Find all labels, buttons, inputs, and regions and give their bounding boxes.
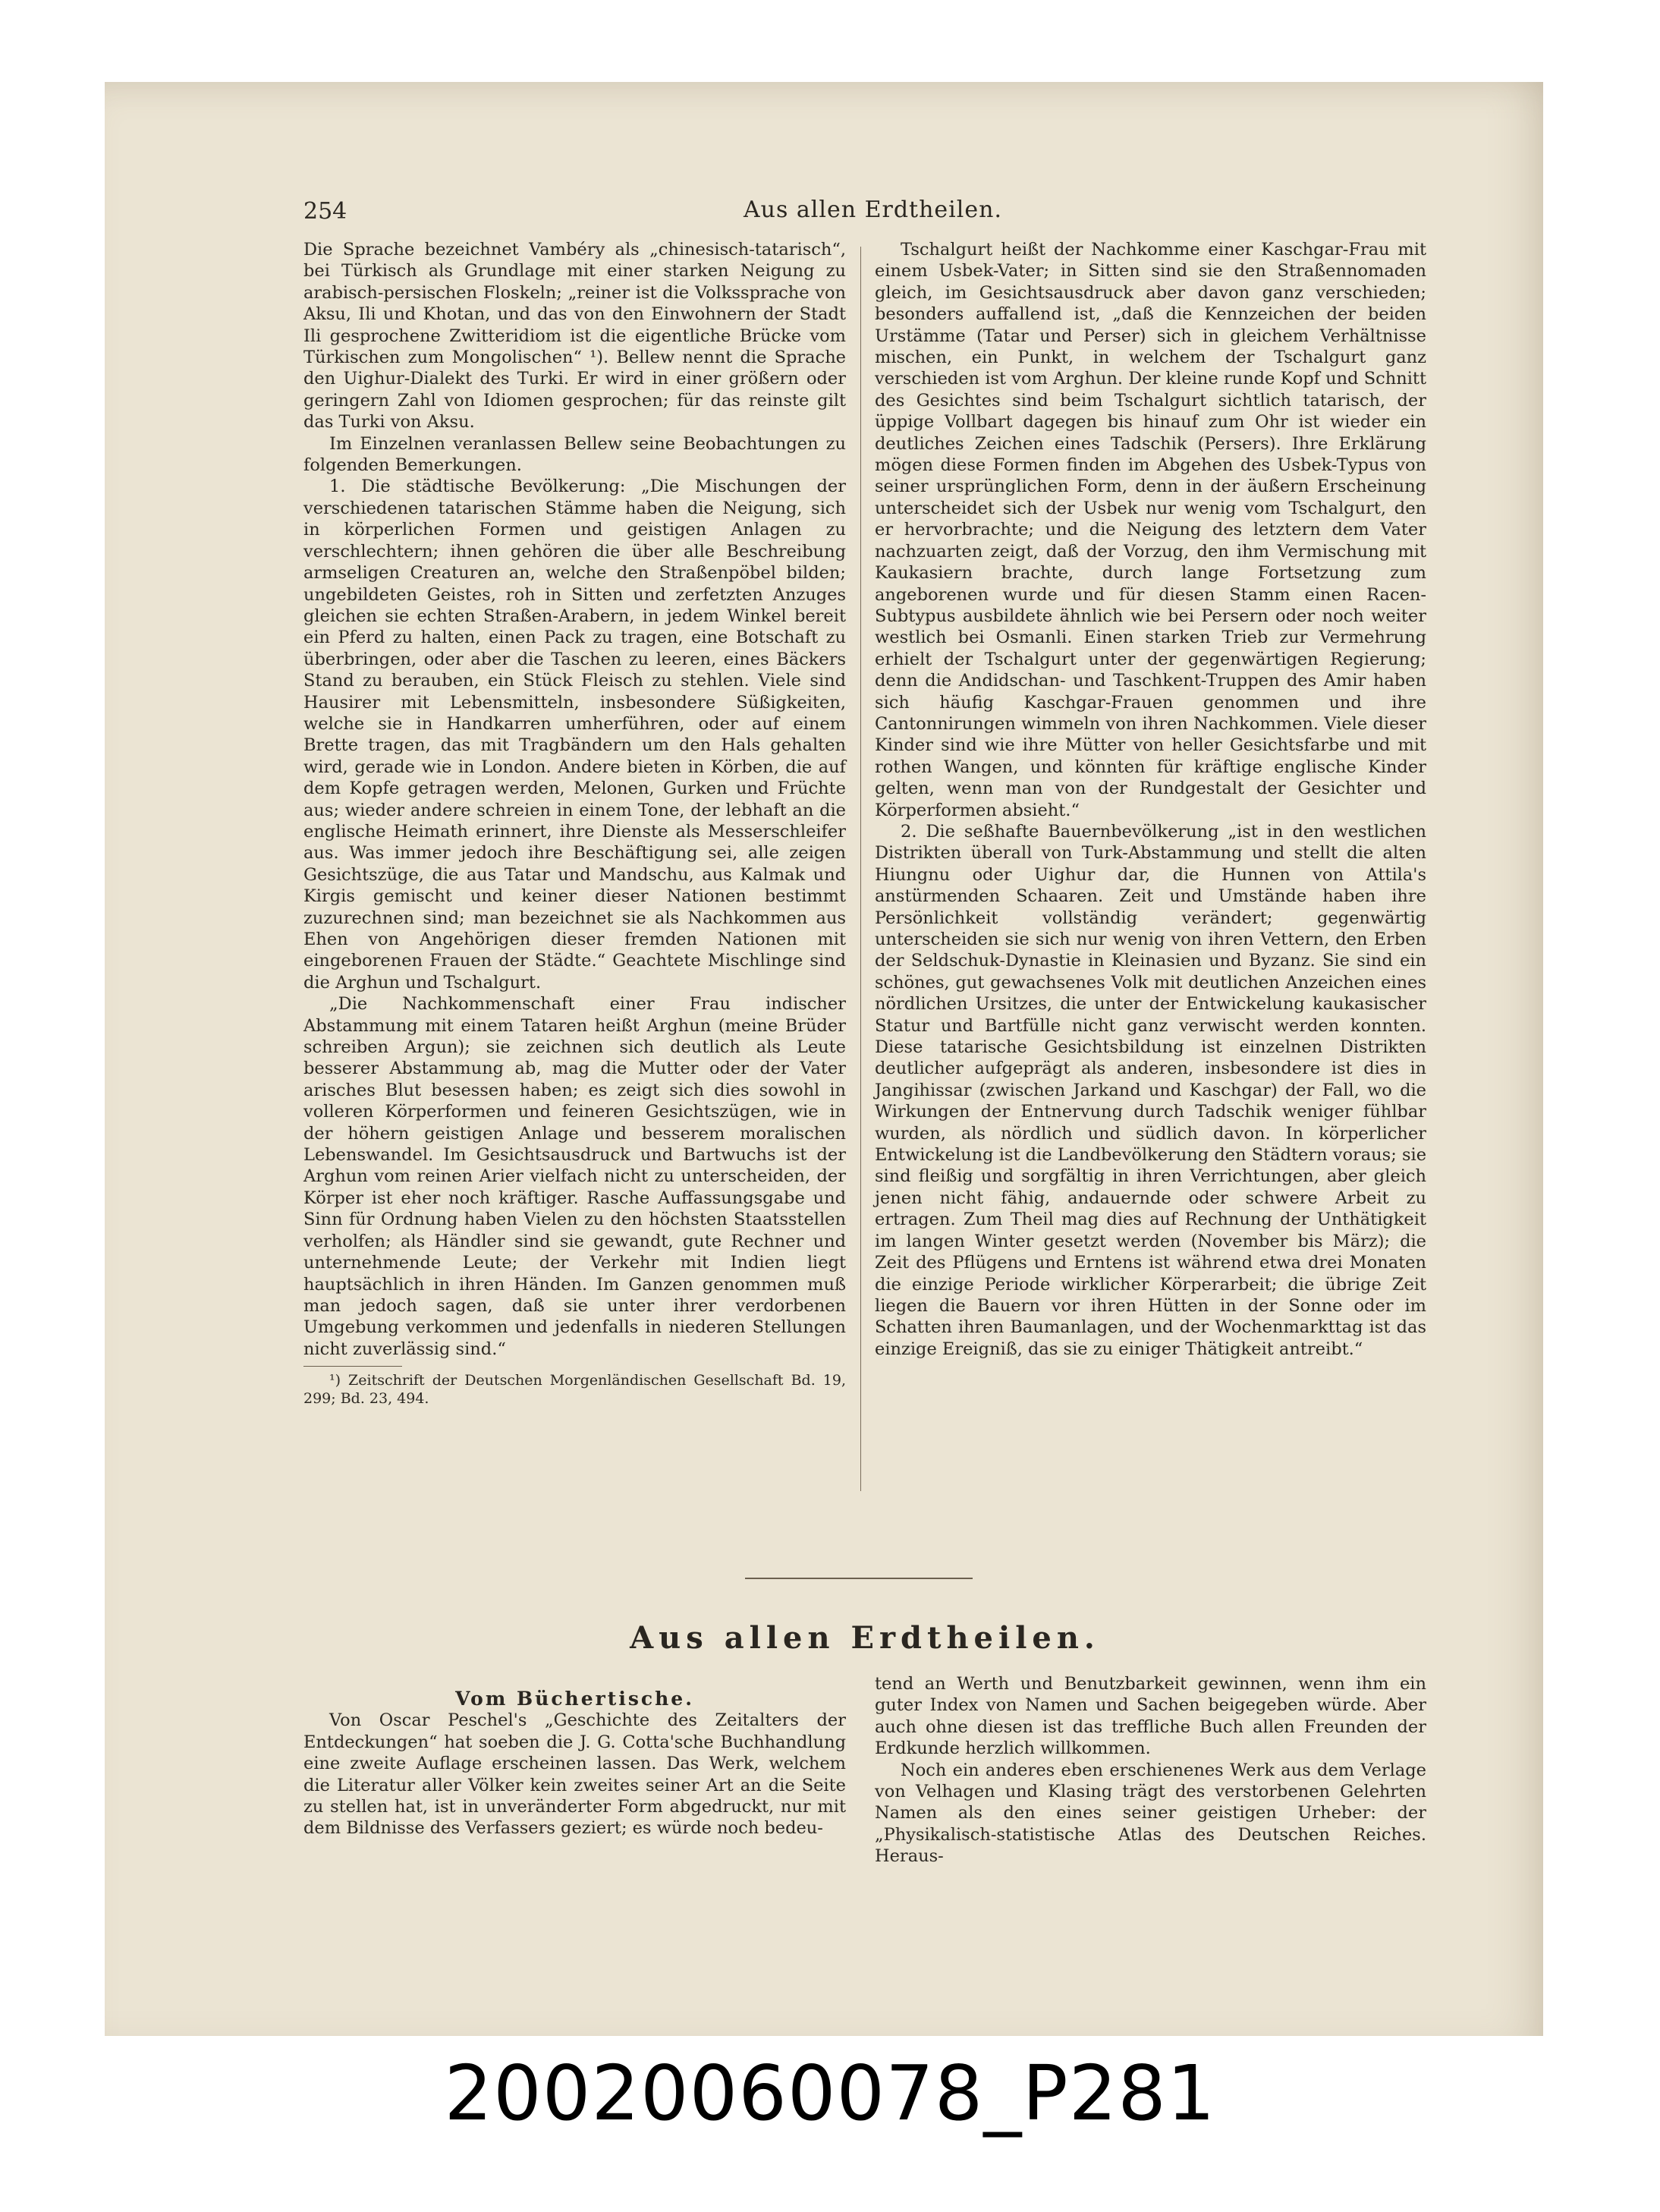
running-head — [303, 194, 1426, 231]
left-column — [303, 239, 846, 1408]
right-column — [875, 239, 1426, 1360]
section-title: Aus allen Erdtheilen. — [630, 1620, 1100, 1656]
paragraph: 1. Die städtische Bevölkerung: „Die Mischungen der verschiedenen tatarischen Stämme haben die Neigung, sich in körperlichen Formen und geistigen Anlagen zu verschlechtern; ihnen gehören die über alle Beschreibung armseligen Creaturen an, welche den Straßenpöbel bilden; ungebildeten Geistes, roh in Sitten und zerfetzten Anzuges gleichen sie echten Straßen-Arabern, in jedem Winkel bereit ein Pferd zu halten, einen Pack zu tragen, eine Botschaft zu überbringen, oder aber die Taschen zu leeren, eines Bäckers Stand zu berauben, ein Stück Fleisch zu stehlen. Viele sind Hausirer mit Lebensmitteln, insbesondere Süßigkeiten, welche sie in Handkarren umherführen, oder auf einem Brette tragen, das mit Tragbändern um den Hals gehalten wird, gerade wie in London. Andere bieten in Körben, die auf dem Kopfe getragen werden, Melonen, Gurken und Früchte aus; wieder andere schreien in einem Tone, der lebhaft an die englische Heimath erinnert, ihre Dienste als Messerschleifer aus. Was immer jedoch ihre Beschäftigung sei, alle zeigen Gesichtszüge, die aus Tatar und Mandschu, aus Kalmak und Kirgis gemischt und keiner dieser Nationen bestimmt zuzurechnen sind; man bezeichnet sie als Nachkommen aus Ehen von Angehörigen dieser fremden Nationen mit eingeborenen Frauen der Städte.“ Geachtete Mischlinge sind die Arghun und Tschalgurt. — [303, 477, 846, 993]
section-left-column — [303, 1688, 846, 1839]
page-number: 254 — [303, 198, 347, 225]
paragraph: tend an Werth und Benutzbarkeit gewinnen, wenn ihm ein guter Index von Namen und Sachen beigegeben würde. Aber auch ohne diesen ist das treffliche Buch allen Freunden der Erdkunde herzlich willkommen. — [875, 1674, 1426, 1759]
sub-heading: Vom Büchertische. — [455, 1688, 694, 1710]
running-title: Aus allen Erdtheilen. — [744, 197, 1002, 223]
paragraph: „Die Nachkommenschaft einer Frau indischer Abstammung mit einem Tataren heißt Arghun (meine Brüder schreiben Argun); sie zeichnen sich deutlich als Leute besserer Abstammung ab, mag die Mutter oder der Vater arisches Blut besessen haben; es zeigt sich dies sowohl in volleren Körperformen und feineren Gesichtszügen, wie in der höhern geistigen Anlage und besserem moralischen Lebenswandel. Im Gesichtsausdruck und Bartwuchs ist der Arghun vom reinen Arier vielfach nicht zu unterscheiden, der Körper ist eher noch kräftiger. Rasche Auffassungsgabe und Sinn für Ordnung haben Vielen zu den höchsten Staatsstellen verholfen; als Händler sind sie gewandt, gute Rechner und unternehmende Leute; der Verkehr mit Indien liegt hauptsächlich in ihren Händen. Im Ganzen genommen muß man jedoch sagen, daß sie unter ihrer verdorbenen Umgebung verkommen und jedenfalls in niederen Stellungen nicht zuverlässig sind.“ — [303, 994, 846, 1359]
paragraph: Die Sprache bezeichnet Vambéry als „chinesisch-tatarisch“, bei Türkisch als Grundlage mit einer starken Neigung zu arabisch-persischen Floskeln; „reiner ist die Volkssprache von Aksu, Ili und Khotan, und das von den Einwohnern der Stadt Ili gesprochene Zwitteridiom ist die eigentliche Brücke vom Türkischen zum Mongolischen“ ¹). Bellew nennt die Sprache den Uighur-Dialekt des Turki. Er wird in einer größern oder geringern Zahl von Idiomen gesprochen; für das reinste gilt das Turki von Aksu. — [303, 240, 846, 433]
column-divider — [860, 247, 861, 1491]
paragraph: Tschalgurt heißt der Nachkomme einer Kaschgar-Frau mit einem Usbek-Vater; in Sitten sind sie den Straßennomaden gleich, im Gesichtsausdruck aber davon ganz verschieden; besonders auffallend ist, „daß die Kennzeichen der beiden Urstämme (Tatar und Perser) sich in gleichem Verhältnisse mischen, ein Punkt, in welchem der Tschalgurt ganz verschieden ist vom Arghun. Der kleine runde Kopf und Schnitt des Gesichtes sind beim Tschalgurt sichtlich tatarisch, der üppige Vollbart dagegen bis hinauf zum Ohr ist wieder ein deutliches Zeichen eines Tadschik (Persers). Ihre Erklärung mögen diese Formen finden im Abgehen des Usbek-Typus von seiner ursprünglichen Form, denn in der äußern Erscheinung unterscheidet sich der Usbek nur wenig vom Tschalgurt, den er hervorbrachte; und die Neigung des letztern dem Vater nachzuarten zeigt, daß der Vorzug, den ihm Vermischung mit Kaukasiern brachte, durch lange Fortsetzung zum angeborenen wurde und für diesen Stamm einen Racen-Subtypus ausbildete ähnlich wie bei Persern oder noch weiter westlich bei Osmanli. Einen starken Trieb zur Vermehrung erhielt der Tschalgurt unter der gegenwärtigen Regierung; denn die Andidschan- und Taschkent-Truppen des Amir haben sich häufig Kaschgar-Frauen genommen und ihre Cantonnirungen wimmeln von ihren Nachkommen. Viele dieser Kinder sind wie ihre Mütter von heller Gesichtsfarbe und mit rothen Wangen, und könnten für kräftige englische Kinder gelten, wenn man von der Rundgestalt der Gesichter und Körperformen absieht.“ — [875, 240, 1426, 820]
paragraph: Noch ein anderes eben erschienenes Werk aus dem Verlage von Velhagen und Klasing trägt des verstorbenen Gelehrten Namen als den eines seiner geistigen Urheber: der „Physikalisch-statistische Atlas des Deutschen Reiches. Heraus- — [875, 1760, 1426, 1867]
archive-id-label: 20020060078_P281 — [444, 2049, 1216, 2138]
paragraph: 2. Die seßhafte Bauernbevölkerung „ist in den westlichen Distrikten überall von Turk-Abstammung und stellt die alten Hiungnu oder Uighur dar, die Hunnen von Attila's anstürmenden Schaaren. Zeit und Umstände haben ihre Persönlichkeit vollständig verändert; gegenwärtig unterscheiden sie sich nur wenig von ihren Vettern, den Erben der Seldschuk-Dynastie in Kleinasien und Byzanz. Sie sind ein schönes, gut gewachsenes Volk mit deutlichen Anzeichen eines nördlichen Ursitzes, die unter der Entwickelung kaukasischer Statur und Bartfülle nicht ganz verwischt werden konnten. Diese tatarische Gesichtsbildung ist einzelnen Distrikten deutlicher aufgeprägt als anderen, insbesondere ist dies in Jangihissar (zwischen Jarkand und Kaschgar) der Fall, wo die Wirkungen der Entnervung durch Tadschik weniger fühlbar wurden, als nördlich und südlich davon. In körperlicher Entwickelung ist die Landbevölkerung den Städtern voraus; sie sind fleißig und sorgfältig in ihren Verrichtungen, aber gleich jenen nicht fähig, andauernde oder schwere Arbeit zu ertragen. Zum Theil mag dies auf Rechnung der Unthätigkeit im langen Winter gesetzt werden (November bis März); die Zeit des Pflügens und Erntens ist während etwa drei Monaten die einzige Periode wirklicher Körperarbeit; die übrige Zeit liegen die Bauern vor ihren Hütten in der Sonne oder im Schatten ihren Baumanlagen, und der Wochenmarkttag ist das einzige Ereigniß, das sie zu einiger Thätigkeit antreibt.“ — [875, 821, 1427, 1359]
paragraph: Von Oscar Peschel's „Geschichte des Zeitalters der Entdeckungen“ hat soeben die J. G. Cotta'sche Buchhandlung eine zweite Auflage erscheinen lassen. Das Werk, welchem die Literatur aller Völker kein zweites seiner Art an die Seite zu stellen hat, ist in unveränderter Form abgedruckt, nur mit dem Bildnisse des Verfassers geziert; es würde noch bedeu- — [303, 1710, 846, 1839]
footnote: ¹) Zeitschrift der Deutschen Morgenländischen Gesellschaft Bd. 19, 299; Bd. 23, 494. — [303, 1372, 846, 1408]
paragraph: Im Einzelnen veranlassen Bellew seine Beobachtungen zu folgenden Bemerkungen. — [303, 433, 846, 476]
section-divider — [745, 1578, 973, 1579]
footnote-divider — [303, 1366, 402, 1367]
section-right-column — [875, 1673, 1426, 1867]
